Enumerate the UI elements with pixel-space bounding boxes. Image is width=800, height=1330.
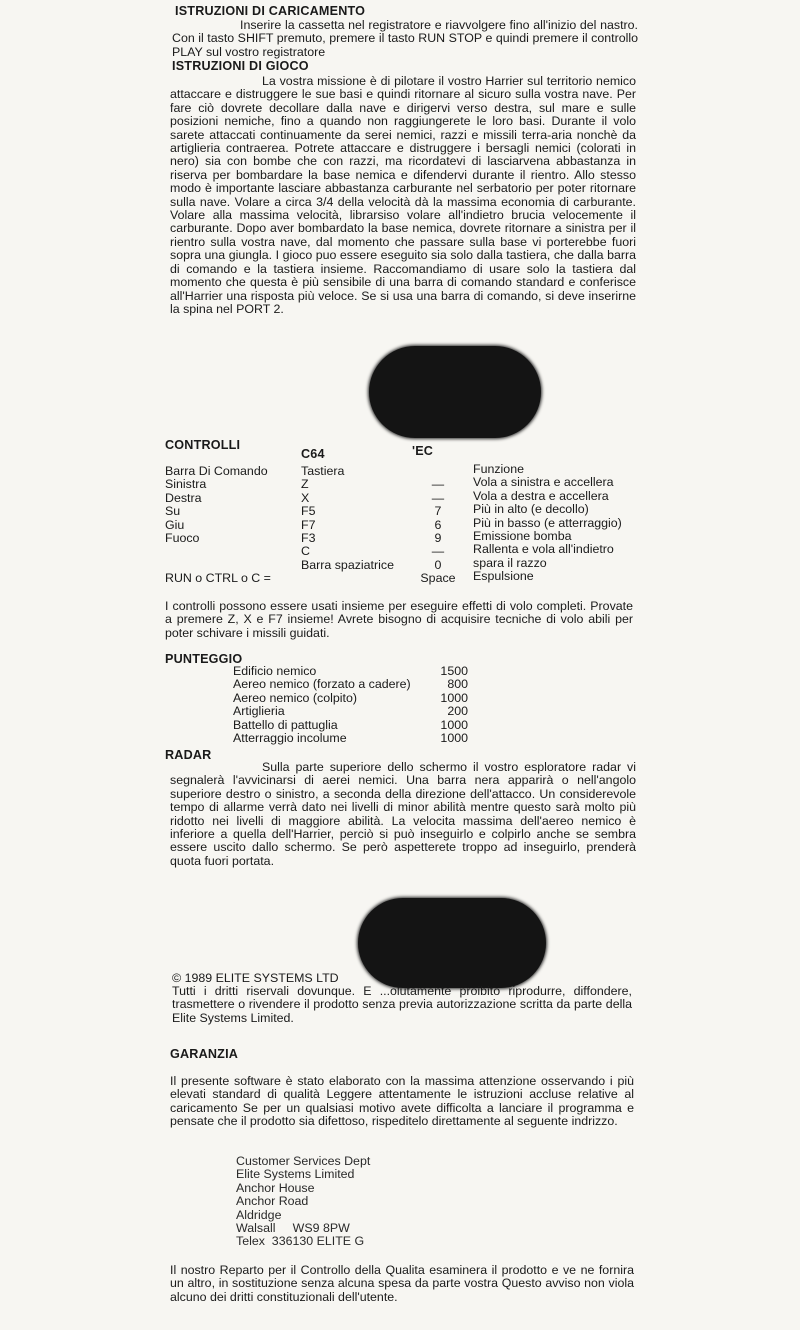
warranty-address xyxy=(236,1155,370,1249)
warranty-text: Il presente software è stato elaborato con la massima attenzione osservando i più elevati standard di qualità Leggere attentamente le istruzioni accluse relative al caricamento Se per un qualsiasi motivo avete difficolta a lanciare il programma e pensate che il prodotto sia difettoso, rispeditelo direttamente al seguente indrizzo. xyxy=(170,1074,634,1129)
c64-key: F7 xyxy=(301,517,316,532)
control-function: Più in alto (e decollo) xyxy=(473,502,589,517)
score-row: Battello di pattuglia 1000 xyxy=(233,717,468,732)
radar-heading: RADAR xyxy=(165,748,212,762)
score-row: Edificio nemico 1500 xyxy=(233,664,468,678)
spec-key: 7 xyxy=(434,504,442,519)
address-line: Elite Systems Limited xyxy=(236,1167,355,1182)
control-function: Emissione bomba xyxy=(473,528,572,543)
control-function: Espulsione xyxy=(473,569,534,584)
spec-key: Space xyxy=(420,571,456,586)
control-label xyxy=(165,545,271,558)
address-line: Anchor Road xyxy=(236,1194,309,1209)
control-label: Giu xyxy=(165,517,185,532)
controls-c64-keys xyxy=(301,465,394,586)
copyright-line: © 1989 ELITE SYSTEMS LTD xyxy=(172,971,339,985)
controls-col-spec: 'EC xyxy=(412,444,434,458)
address-line: Aldridge xyxy=(236,1207,282,1222)
control-label: Su xyxy=(165,504,181,519)
ink-blot xyxy=(358,898,546,988)
score-row: Aereo nemico (forzato a cadere) 800 xyxy=(233,677,468,692)
control-label: RUN o CTRL o C = xyxy=(165,571,271,586)
loading-heading: ISTRUZIONI DI CARICAMENTO xyxy=(175,4,366,18)
control-function: spara il razzo xyxy=(473,555,547,570)
controls-functions xyxy=(473,463,622,584)
copyright-text: Tutti i dritti riservali dovunque. E ...olutamente proibito riprodurre, diffondere, trasmettere o rivendere il prodotto senza previa autorizzazione scritta da parte della Elite Systems Limited. xyxy=(172,984,632,1025)
score-row: Atterraggio incolume 1000 xyxy=(233,730,468,745)
controls-col-c64: C64 xyxy=(301,447,325,461)
spec-key: — xyxy=(431,544,445,559)
c64-key: C xyxy=(301,544,310,559)
spec-key xyxy=(416,465,460,478)
control-function: Più in basso (e atterraggio) xyxy=(473,515,622,530)
c64-key: F3 xyxy=(301,530,316,545)
loading-text: Inserire la cassetta nel registratore e riavvolgere fino all'inizio del nastro. Con il tasto SHIFT premuto, premere il tasto RUN STOP e quindi premere il controllo PLAY sul vostro registratore xyxy=(172,18,638,59)
control-label: Barra Di Comando xyxy=(165,464,268,478)
c64-key xyxy=(301,572,394,585)
controls-note: I controlli possono essere usati insieme per eseguire effetti di volo completi. Provate a premere Z, X e F7 insieme! Avrete bisogno di acquisire tecniche di volo abili per poter schivare i missili guidati. xyxy=(165,599,633,640)
score-table xyxy=(233,665,468,745)
address-line: Telex 336130 ELITE G xyxy=(236,1234,365,1249)
control-function: Vola a destra e accellera xyxy=(473,488,609,503)
controls-heading: CONTROLLI xyxy=(165,438,241,452)
c64-key: F5 xyxy=(301,504,316,519)
address-line: Anchor House xyxy=(236,1180,315,1195)
control-function: Vola a sinistra e accellera xyxy=(473,475,614,490)
control-function: Funzione xyxy=(473,462,524,476)
spec-key: 6 xyxy=(434,517,442,532)
score-row: Artiglieria 200 xyxy=(233,704,468,719)
address-line: Walsall WS9 8PW xyxy=(236,1220,350,1235)
score-row: Aereo nemico (colpito) 1000 xyxy=(233,690,468,705)
control-label: Sinistra xyxy=(165,477,207,492)
spec-key: — xyxy=(431,477,445,492)
ink-blot xyxy=(369,346,541,438)
warranty-closing: Il nostro Reparto per il Controllo della Qualita esaminera il prodotto e ve ne fornira un altro, in sostituzione senza alcuna spesa da parte vostra Questo avviso non viola alcuno dei dritti constituzionali dell'utente. xyxy=(170,1263,634,1304)
game-heading: ISTRUZIONI DI GIOCO xyxy=(172,59,309,73)
control-label: Fuoco xyxy=(165,530,200,545)
control-label xyxy=(165,559,271,572)
game-text: La vostra missione è di pilotare il vostro Harrier sul territorio nemico attaccare e distruggere le sue basi e quindi ritornare al sicuro sulla vostra nave. Per fare ciò dovrete decollare dalla nave e dirigervi verso destra, sul mare e sulle posizioni nemiche, fino a quando non raggiungerete le loro basi. Durante il volo sarete attaccati continuamente da serei nemici, razzi e missili terra-aria nonchè da artiglieria contraerea. Potrete attaccare e distruggere i bersagli nemici (colorati in nero) sia con bombe che con razzi, ma ricordatevi di lasciarvena abbastanza in riserva per bombardare la base nemica e difendervi durante il rientro. Allo stesso modo è importante lasciare abbastanza carburante nel serbatorio per poter ritornare sulla nave. Volare a circa 3/4 della velocità dà la massima economia di carburante. Volare alla massima velocità, librarsiso volare all'indietro brucia velocemente il carburante. Dopo aver bombardato la base nemica, dovrete ritornare a sinistra per il rientro sulla vostra nave, dal momento che passare sulla base vi porterebbe fuori sopra una giungla. I gioco puo essere eseguito sia solo dalla tastiera, che dalla barra di comando e la tastiera insieme. Raccomandiamo di usare solo la tastiera dal momento che questa è più sensibile di una barra di comando standard e conferisce all'Harrier una risposta più veloce. Se si usa una barra di comando, si deve inserirne la spina nel PORT 2. xyxy=(170,74,636,316)
controls-spec-keys xyxy=(416,465,460,586)
spec-key: — xyxy=(431,490,445,505)
control-label: Destra xyxy=(165,490,202,505)
spec-key: 0 xyxy=(434,557,442,572)
c64-key: Tastiera xyxy=(301,464,345,478)
radar-text: Sulla parte superiore dello schermo il vostro esploratore radar vi segnalerà l'avvicinarsi di aerei nemici. Una barra nera apparirà o nell'angolo superiore destro o sinistro, a seconda della direzione dell'attacco. Un considerevole tempo di allarme verrà dato nei livelli di minor abilità mentre questo sarà molto più ridotto nei livelli di maggiore abilità. La velocita massima dell'aereo nemico è inferiore a quella dell'Harrier, perciò si può inseguirlo e colpirlo anche se sembra essere uscito dallo schermo. Se però aspetterete troppo ad inseguirlo, prenderà quota fuori portata. xyxy=(170,760,636,868)
controls-labels xyxy=(165,465,271,586)
warranty-heading: GARANZIA xyxy=(170,1047,239,1061)
control-function: Rallenta e vola all'indietro xyxy=(473,542,614,557)
spec-key: 9 xyxy=(434,530,442,545)
c64-key: X xyxy=(301,490,310,505)
score-heading: PUNTEGGIO xyxy=(165,652,243,666)
address-line: Customer Services Dept xyxy=(236,1154,371,1168)
c64-key: Barra spaziatrice xyxy=(301,557,394,572)
c64-key: Z xyxy=(301,477,309,492)
